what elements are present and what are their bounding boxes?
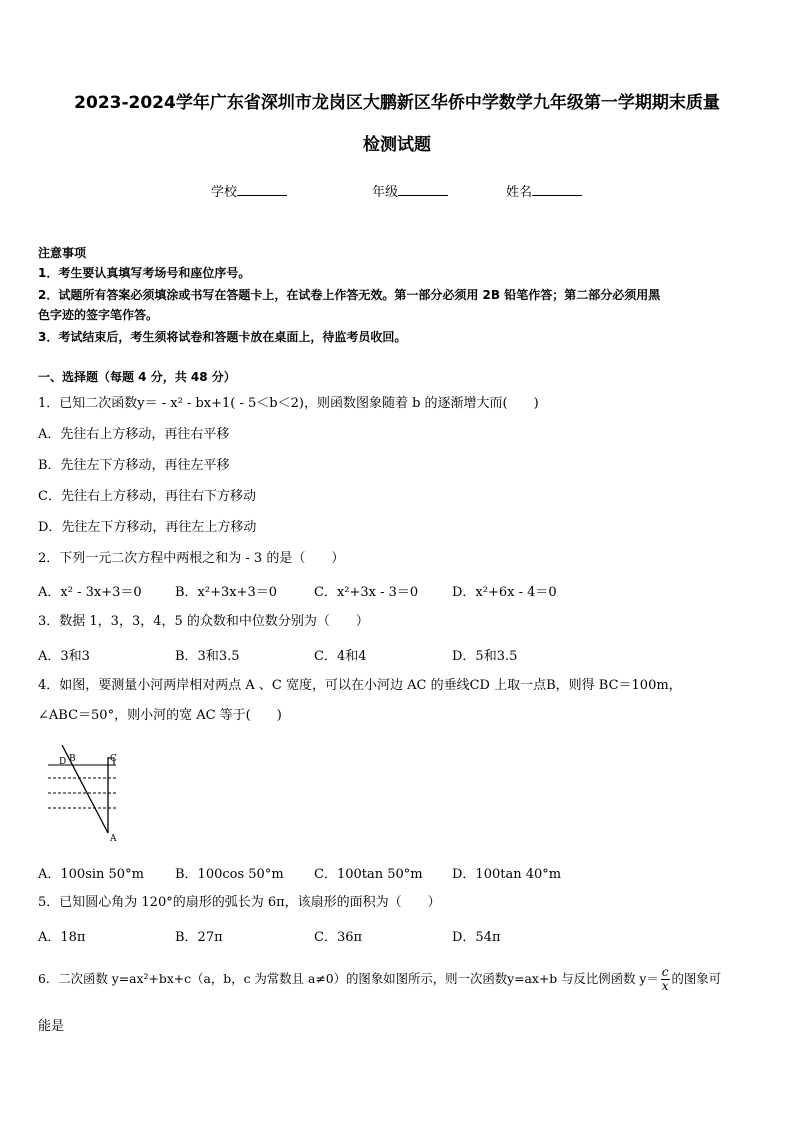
q1-option-c: C．先往右上方移动，再往右下方移动 bbox=[38, 489, 256, 504]
q1-option-a: A．先往右上方移动，再往右平移 bbox=[38, 427, 230, 442]
q6-stem-continued: 能是 bbox=[38, 1019, 65, 1034]
school-blank[interactable] bbox=[237, 182, 287, 196]
section-heading: 一、选择题（每题 4 分，共 48 分） bbox=[38, 370, 236, 384]
school-field bbox=[211, 181, 287, 200]
school-label: 学校 bbox=[211, 185, 238, 200]
q4-river-figure bbox=[48, 745, 138, 845]
q3-stem: 3．数据 1，3，3，4，5 的众数和中位数分别为（ ） bbox=[38, 614, 369, 629]
q6-fraction bbox=[661, 966, 670, 993]
q4-stem-2: ∠ABC＝50°，则小河的宽 AC 等于( ) bbox=[38, 708, 282, 723]
q5-stem: 5．已知圆心角为 120°的扇形的弧长为 6π，该扇形的面积为（ ） bbox=[38, 895, 441, 910]
q2-option-b: B．x²+3x+3＝0 bbox=[175, 585, 278, 600]
q5-option-d: D．54π bbox=[452, 930, 501, 945]
notes-heading: 注意事项 bbox=[38, 246, 87, 260]
q4-option-a: A．100sin 50°m bbox=[38, 867, 144, 882]
q4-option-d: D．100tan 40°m bbox=[452, 867, 562, 882]
figure-label-b: B bbox=[69, 754, 76, 764]
q5-option-c: C．36π bbox=[314, 930, 363, 945]
grade-field bbox=[372, 181, 448, 200]
q6-fraction-den: x bbox=[661, 979, 669, 993]
figure-label-a: A bbox=[110, 834, 117, 844]
q1-option-b: B．先往左下方移动，再往左平移 bbox=[38, 458, 230, 473]
q1-option-d: D．先往左下方移动，再往左上方移动 bbox=[38, 520, 257, 535]
q3-option-d: D．5和3.5 bbox=[452, 649, 518, 664]
name-field bbox=[506, 181, 582, 200]
q5-option-b: B．27π bbox=[175, 930, 223, 945]
q2-option-d: D．x²+6x - 4＝0 bbox=[452, 585, 557, 600]
figure-label-d: D bbox=[59, 757, 67, 767]
grade-blank[interactable] bbox=[398, 182, 448, 196]
name-label: 姓名 bbox=[506, 185, 533, 200]
q4-option-c: C．100tan 50°m bbox=[314, 867, 423, 882]
q4-option-b: B．100cos 50°m bbox=[175, 867, 284, 882]
notes-item-1: 1．考生要认真填写考场号和座位序号。 bbox=[38, 266, 251, 280]
notes-item-3: 3．考试结束后，考生须将试卷和答题卡放在桌面上，待监考员收回。 bbox=[38, 330, 407, 344]
q6-stem bbox=[38, 966, 721, 993]
q2-option-c: C．x²+3x - 3＝0 bbox=[314, 585, 419, 600]
q2-option-a: A．x² - 3x+3＝0 bbox=[38, 585, 142, 600]
q2-stem: 2．下列一元二次方程中两根之和为 - 3 的是（ ） bbox=[38, 551, 345, 566]
q6-stem-b: 的图象可 bbox=[671, 971, 722, 986]
grade-label: 年级 bbox=[372, 185, 399, 200]
name-blank[interactable] bbox=[532, 182, 582, 196]
q5-option-a: A．18π bbox=[38, 930, 86, 945]
figure-label-c: C bbox=[110, 754, 117, 764]
exam-title-line1: 2023-2024学年广东省深圳市龙岗区大鹏新区华侨中学数学九年级第一学期期末质量 bbox=[74, 93, 720, 113]
q4-stem-1: 4．如图，要测量小河两岸相对两点 A 、C 宽度，可以在小河边 AC 的垂线CD 上取一点B，则得 BC＝100m， bbox=[38, 678, 682, 693]
q6-fraction-num: c bbox=[661, 965, 669, 979]
notes-item-2b: 色字迹的签字笔作答。 bbox=[38, 308, 159, 322]
notes-item-2a: 2．试题所有答案必须填涂或书写在答题卡上，在试卷上作答无效。第一部分必须用 2B 铅笔作答；第二部分必须用黑 bbox=[38, 288, 661, 302]
q1-stem: 1．已知二次函数y＝ - x² - bx+1( - 5＜b＜2)，则函数图象随着 b 的逐渐增大而( ) bbox=[38, 396, 539, 411]
q3-option-b: B．3和3.5 bbox=[175, 649, 240, 664]
q3-option-a: A．3和3 bbox=[38, 649, 90, 664]
exam-title-line2: 检测试题 bbox=[363, 135, 431, 155]
q6-stem-a: 6．二次函数 y=ax²+bx+c（a，b，c 为常数且 a≠0）的图象如图所示，则一次函数y=ax+b 与反比例函数 y＝ bbox=[38, 971, 659, 986]
q3-option-c: C．4和4 bbox=[314, 649, 367, 664]
